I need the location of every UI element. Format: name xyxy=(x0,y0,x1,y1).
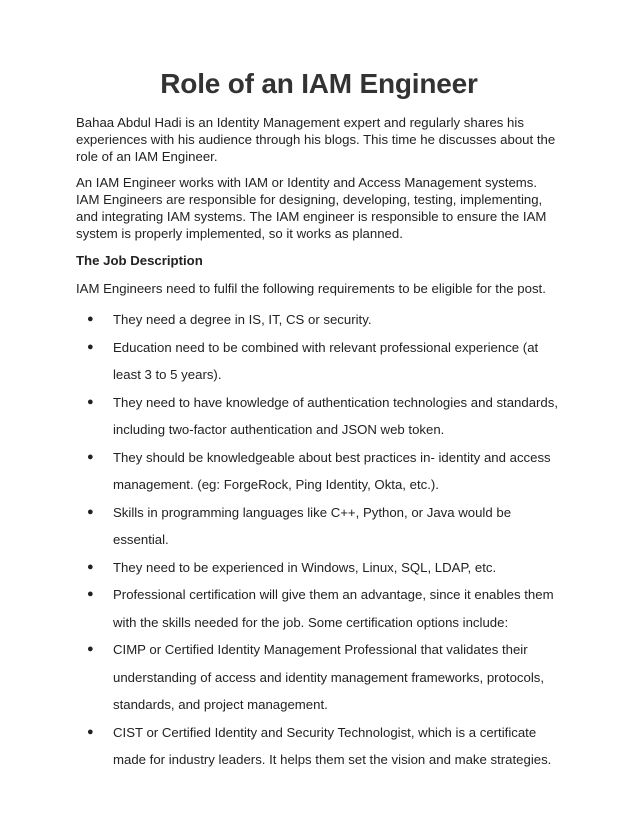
bullet-icon: ● xyxy=(87,560,94,573)
bullet-icon: ● xyxy=(87,643,94,655)
list-item-text: They need to be experienced in Windows, Linux, SQL, LDAP, etc. xyxy=(113,559,497,575)
list-item-text: Education need to be combined with relevant professional experience (at least 3 to 5 years). xyxy=(113,339,539,382)
list-item xyxy=(76,306,566,334)
list-item-text: Professional certification will give them an advantage, since it enables them with the skills needed for the job. Some certification options include: xyxy=(113,587,554,630)
section-heading: The Job Description xyxy=(76,253,203,268)
bullet-icon: ● xyxy=(87,340,94,353)
list-item-text: They need a degree in IS, IT, CS or security. xyxy=(113,312,372,327)
second-paragraph: An IAM Engineer works with IAM or Identity and Access Management systems. IAM Engineers are responsible for designing, developing, testing, implementing, and integrating IAM systems. The IAM engineer is responsible to ensure the IAM system is properly implemented, so it works as planned. xyxy=(76,175,547,241)
list-item xyxy=(76,581,566,636)
bullet-icon: ● xyxy=(87,725,94,738)
bullet-icon: ● xyxy=(87,313,94,325)
list-item-text: CIST or Certified Identity and Security Technologist, which is a certificate made for industry leaders. It helps them set the vision and make strategies. xyxy=(113,724,552,767)
page-title: Role of an IAM Engineer xyxy=(160,68,478,99)
list-item-text: Skills in programming languages like C++, Python, or Java would be essential. xyxy=(113,504,512,547)
list-item-text: They should be knowledgeable about best practices in- identity and access management. (eg: ForgeRock, Ping Identity, Okta, etc.). xyxy=(113,449,551,492)
list-item xyxy=(76,389,566,444)
list-item-text: CIMP or Certified Identity Management Professional that validates their understanding of access and identity management frameworks, protocols, standards, and project management. xyxy=(113,642,545,712)
bullet-icon: ● xyxy=(87,450,94,463)
intro-paragraph: Bahaa Abdul Hadi is an Identity Management expert and regularly shares his experiences with his audience through his blogs. This time he discusses about the role of an IAM Engineer. xyxy=(76,115,556,164)
list-item xyxy=(76,554,566,582)
list-item xyxy=(76,334,566,389)
list-item xyxy=(76,444,566,499)
requirements-list xyxy=(76,306,566,774)
bullet-icon: ● xyxy=(87,395,94,408)
list-item xyxy=(76,719,566,774)
list-item xyxy=(76,499,566,554)
list-item xyxy=(76,636,566,719)
bullet-icon: ● xyxy=(87,505,94,518)
list-item-text: They need to have knowledge of authentication technologies and standards, including two-factor authentication and JSON web token. xyxy=(113,394,559,437)
section-intro: IAM Engineers need to fulfil the following requirements to be eligible for the post. xyxy=(76,281,546,296)
bullet-icon: ● xyxy=(87,588,94,600)
